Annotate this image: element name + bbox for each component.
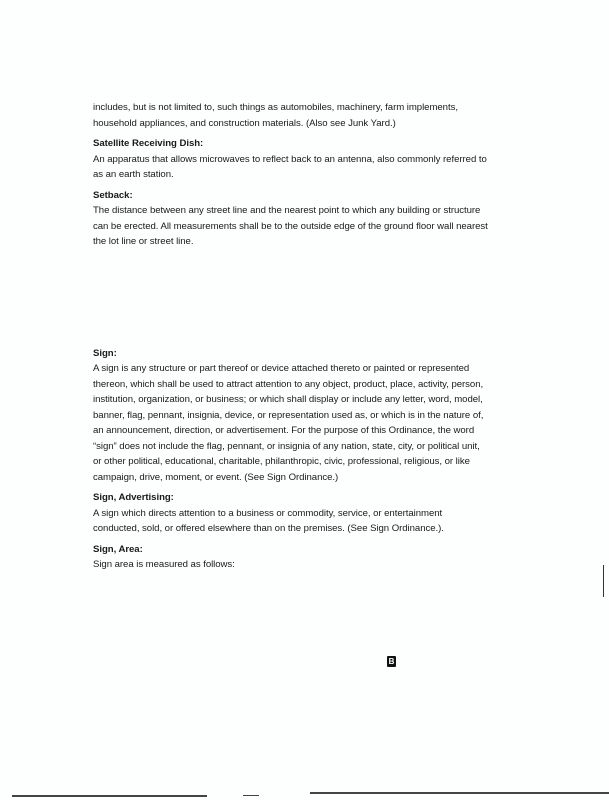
definition-sign-area <box>93 542 593 573</box>
definition-term: Satellite Receiving Dish: <box>93 138 204 149</box>
paragraph-line: campaign, drive, moment, or event. (See Sign Ordinance.) <box>93 471 339 483</box>
paragraph-line: A sign which directs attention to a business or commodity, service, or entertainment <box>93 507 443 519</box>
paragraph-line: the lot line or street line. <box>93 236 194 247</box>
scan-mark-icon: B <box>388 657 395 666</box>
document-body <box>93 100 593 578</box>
paragraph-line: An apparatus that allows microwaves to reflect back to an antenna, also commonly referred to <box>93 153 487 165</box>
paragraph-line: thereon, which shall be used to attract attention to any object, product, place, activity, person, <box>93 378 484 390</box>
definition-term: Sign: <box>93 347 117 359</box>
definition-term: Sign, Area: <box>93 543 143 555</box>
definition-term: Sign, Advertising: <box>93 492 174 503</box>
scan-edge-line <box>603 565 604 597</box>
paragraph-line: “sign” does not include the flag, pennant, or insignia of any nation, state, city, or political unit, <box>93 440 480 452</box>
paragraph-line: or other political, educational, charitable, philanthropic, civic, professional, religious, or like <box>93 456 470 467</box>
scan-edge-line <box>243 795 259 796</box>
definition-term: Setback: <box>93 189 133 201</box>
paragraph-line: A sign is any structure or part thereof or device attached thereto or painted or represented <box>93 363 470 374</box>
definition-setback <box>93 188 593 250</box>
definition-sign <box>93 346 593 486</box>
definition-satellite-receiving-dish <box>93 136 593 183</box>
paragraph-line: can be erected. All measurements shall be to the outside edge of the ground floor wall nearest <box>93 220 488 232</box>
paragraph-line: banner, flag, pennant, insignia, device, or representation used as, or which is in the nature of, <box>93 409 484 421</box>
paragraph-line: as an earth station. <box>93 169 174 180</box>
scan-edge-line <box>12 795 207 797</box>
paragraph-line: household appliances, and construction materials. (Also see Junk Yard.) <box>93 117 396 129</box>
paragraph-line: conducted, sold, or offered elsewhere than on the premises. (See Sign Ordinance.). <box>93 523 444 534</box>
continuation-paragraph <box>93 100 593 131</box>
paragraph-line: The distance between any street line and the nearest point to which any building or structure <box>93 205 481 216</box>
definition-sign-advertising <box>93 490 593 537</box>
scan-edge-line <box>310 792 609 794</box>
paragraph-line: Sign area is measured as follows: <box>93 559 235 570</box>
paragraph-line: includes, but is not limited to, such things as automobiles, machinery, farm implements, <box>93 102 458 113</box>
paragraph-line: institution, organization, or business; or which shall display or include any letter, word, model, <box>93 394 483 405</box>
paragraph-line: an announcement, direction, or advertisement. For the purpose of this Ordinance, the word <box>93 425 475 436</box>
